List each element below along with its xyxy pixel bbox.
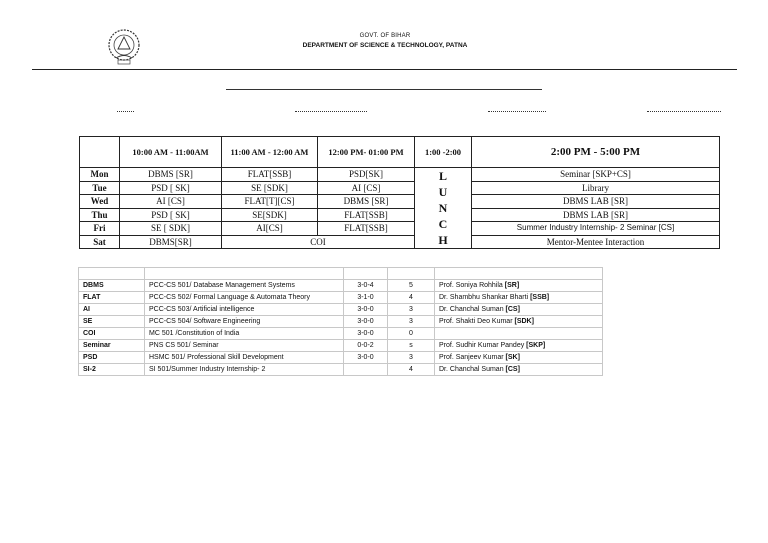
faculty-code: [CS] xyxy=(505,305,520,313)
class-cell: SE [ SDK] xyxy=(120,222,222,236)
subject-credit: 5 xyxy=(388,280,435,292)
day-cell: Tue xyxy=(80,181,120,195)
timetable xyxy=(79,136,720,249)
faculty-name: Prof. Sanjeev Kumar xyxy=(439,353,504,361)
day-cell: Wed xyxy=(80,195,120,209)
dotted-line-4 xyxy=(647,111,721,112)
subject-faculty xyxy=(435,328,603,340)
corner-cell xyxy=(80,137,120,168)
lunch-letter: U xyxy=(438,185,448,199)
subject-name: PCC-CS 504/ Software Engineering xyxy=(145,316,344,328)
subject-faculty xyxy=(435,292,603,304)
dotted-line-3 xyxy=(488,111,546,112)
subject-name: PCC-CS 502/ Formal Language & Automata Theory xyxy=(145,292,344,304)
day-cell: Sat xyxy=(80,235,120,249)
subject-ltp: 3-0-0 xyxy=(344,328,388,340)
dotted-line-2 xyxy=(295,111,367,112)
day-cell: Thu xyxy=(80,208,120,222)
table-row xyxy=(80,208,720,222)
subject-name: PCC-CS 503/ Artificial intelligence xyxy=(145,304,344,316)
subject-credit: 3 xyxy=(388,304,435,316)
afternoon-cell: Library xyxy=(472,181,720,195)
subject-credit: 0 xyxy=(388,328,435,340)
class-cell: DBMS [SR] xyxy=(318,195,415,209)
afternoon-slot-header: 2:00 PM - 5:00 PM xyxy=(472,137,720,168)
class-cell: DBMS[SR] xyxy=(120,235,222,249)
blank-cell xyxy=(145,268,344,280)
faculty-name: Dr. Chanchal Suman xyxy=(439,305,504,313)
faculty-name: Prof. Soniya Rohhila xyxy=(439,281,503,289)
lunch-letter: N xyxy=(438,201,448,215)
subject-ltp: 3-0-0 xyxy=(344,316,388,328)
lunch-letter: C xyxy=(438,217,448,231)
subject-ltp: 3-1-0 xyxy=(344,292,388,304)
subject-credit: 4 xyxy=(388,292,435,304)
lunch-slot-header: 1:00 -2:00 xyxy=(415,137,472,168)
table-row xyxy=(79,304,603,316)
govt-bihar-emblem-icon xyxy=(104,27,144,67)
table-row xyxy=(80,222,720,236)
subject-name: SI 501/Summer Industry Internship- 2 xyxy=(145,364,344,376)
afternoon-cell: Seminar [SKP+CS] xyxy=(472,168,720,182)
afternoon-cell: Mentor-Mentee Interaction xyxy=(472,235,720,249)
subject-ltp xyxy=(344,364,388,376)
blank-cell xyxy=(79,268,145,280)
slot-header: 12:00 PM- 01:00 PM xyxy=(318,137,415,168)
faculty-code: [CS] xyxy=(505,365,520,373)
table-row xyxy=(80,181,720,195)
class-cell: PSD[SK] xyxy=(318,168,415,182)
table-row xyxy=(79,364,603,376)
blank-cell xyxy=(435,268,603,280)
subject-credit: 4 xyxy=(388,364,435,376)
slot-header: 11:00 AM - 12:00 AM xyxy=(222,137,318,168)
subject-abbr: SI-2 xyxy=(79,364,145,376)
subject-ltp: 3-0-0 xyxy=(344,304,388,316)
class-cell: AI[CS] xyxy=(222,222,318,236)
subject-ltp: 3-0-0 xyxy=(344,352,388,364)
class-cell-merged: COI xyxy=(222,235,415,249)
afternoon-cell: DBMS LAB [SR] xyxy=(472,208,720,222)
day-cell: Mon xyxy=(80,168,120,182)
class-cell: FLAT[SSB] xyxy=(318,208,415,222)
class-cell: AI [CS] xyxy=(318,181,415,195)
subject-faculty xyxy=(435,364,603,376)
subject-ltp: 3-0-4 xyxy=(344,280,388,292)
subject-name: HSMC 501/ Professional Skill Development xyxy=(145,352,344,364)
subject-abbr: COI xyxy=(79,328,145,340)
faculty-code: [SK] xyxy=(505,353,520,361)
subject-credit: 3 xyxy=(388,352,435,364)
lunch-cell xyxy=(415,168,472,249)
table-row xyxy=(79,292,603,304)
afternoon-cell: Summer Industry Internship- 2 Seminar [CS] xyxy=(472,222,720,236)
table-row xyxy=(79,328,603,340)
class-cell: SE[SDK] xyxy=(222,208,318,222)
header-divider xyxy=(32,69,737,70)
subject-abbr: FLAT xyxy=(79,292,145,304)
subject-abbr: AI xyxy=(79,304,145,316)
class-cell: FLAT[SSB] xyxy=(222,168,318,182)
lunch-letter: L xyxy=(438,169,447,183)
faculty-name: Dr. Chanchal Suman xyxy=(439,365,504,373)
subject-abbr: DBMS xyxy=(79,280,145,292)
blank-cell xyxy=(388,268,435,280)
table-row xyxy=(79,340,603,352)
table-row xyxy=(79,316,603,328)
day-cell: Fri xyxy=(80,222,120,236)
subject-abbr: PSD xyxy=(79,352,145,364)
subjects-table xyxy=(78,267,603,376)
department-title: DEPARTMENT OF SCIENCE & TECHNOLOGY, PATNA xyxy=(302,42,468,49)
afternoon-cell: DBMS LAB [SR] xyxy=(472,195,720,209)
dotted-line-1 xyxy=(117,111,134,112)
subject-abbr: SE xyxy=(79,316,145,328)
faculty-name: Prof. Shakti Deo Kumar xyxy=(439,317,513,325)
govt-label: GOVT. OF BIHAR xyxy=(359,33,411,39)
class-cell: PSD [ SK] xyxy=(120,181,222,195)
subject-name: PNS CS 501/ Seminar xyxy=(145,340,344,352)
faculty-code: [SDK] xyxy=(514,317,534,325)
class-cell: SE [SDK] xyxy=(222,181,318,195)
table-row xyxy=(79,352,603,364)
timetable-header-row xyxy=(80,137,720,168)
table-row xyxy=(80,168,720,182)
faculty-name: Dr. Shambhu Shankar Bharti xyxy=(439,293,529,301)
subject-name: PCC-CS 501/ Database Management Systems xyxy=(145,280,344,292)
class-cell: AI [CS] xyxy=(120,195,222,209)
faculty-code: [SR] xyxy=(504,281,520,289)
class-cell: PSD [ SK] xyxy=(120,208,222,222)
subject-faculty xyxy=(435,280,603,292)
blank-cell xyxy=(344,268,388,280)
subject-faculty xyxy=(435,304,603,316)
title-underline xyxy=(226,89,542,90)
subject-faculty xyxy=(435,340,603,352)
subject-credit: 3 xyxy=(388,316,435,328)
subject-faculty xyxy=(435,316,603,328)
subject-credit: s xyxy=(388,340,435,352)
subject-name: MC 501 /Constitution of India xyxy=(145,328,344,340)
table-row xyxy=(79,280,603,292)
table-row xyxy=(79,268,603,280)
class-cell: FLAT[T][CS] xyxy=(222,195,318,209)
class-cell: DBMS [SR] xyxy=(120,168,222,182)
lunch-letter: H xyxy=(438,233,448,247)
table-row xyxy=(80,235,720,249)
faculty-code: [SSB] xyxy=(530,293,550,301)
subject-faculty xyxy=(435,352,603,364)
class-cell: FLAT[SSB] xyxy=(318,222,415,236)
subject-abbr: Seminar xyxy=(79,340,145,352)
table-row xyxy=(80,195,720,209)
faculty-name: Prof. Sudhir Kumar Pandey xyxy=(439,341,525,349)
subject-ltp: 0-0-2 xyxy=(344,340,388,352)
slot-header: 10:00 AM - 11:00AM xyxy=(120,137,222,168)
faculty-code: [SKP] xyxy=(526,341,546,349)
